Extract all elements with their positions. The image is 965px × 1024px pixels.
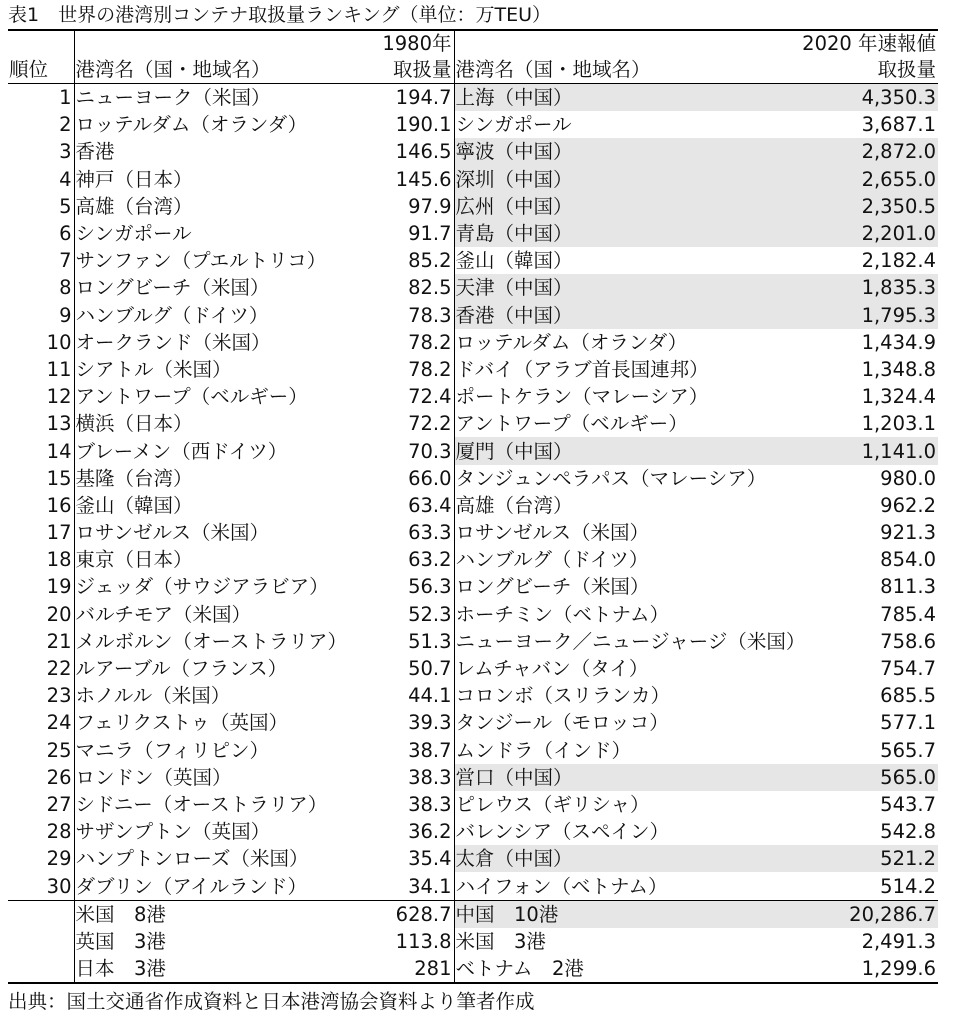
- volume-2020: 565.7: [880, 738, 936, 762]
- volume-1980: 63.4: [408, 493, 452, 517]
- summary-row: [8, 928, 938, 955]
- table-row: [8, 220, 938, 247]
- port-name-2020: 太倉（中国）: [454, 845, 770, 872]
- table-row: [8, 274, 938, 301]
- volume-1980: 91.7: [408, 222, 452, 246]
- source-footnote: 出典：国土交通省作成資料と日本港湾協会資料より筆者作成: [8, 990, 535, 1013]
- volume-2020: 1,348.8: [861, 357, 936, 381]
- table-row: [8, 302, 938, 329]
- table-row: [8, 329, 938, 356]
- summary-country-2020: 中国 10港: [454, 900, 770, 928]
- port-name-2020: ロングビーチ（米国）: [454, 573, 770, 600]
- volume-1980: 34.1: [408, 874, 452, 898]
- table-row: [8, 519, 938, 546]
- rank-cell: 9: [59, 303, 72, 327]
- volume-2020: 542.8: [880, 820, 936, 844]
- port-name-1980: 神戸（日本）: [74, 166, 366, 193]
- port-name-1980: サンファン（プエルトリコ）: [74, 247, 366, 274]
- volume-1980: 190.1: [395, 113, 452, 137]
- port-name-1980: シドニー（オーストラリア）: [74, 791, 366, 818]
- table-row: [8, 166, 938, 193]
- volume-1980: 44.1: [408, 684, 452, 708]
- volume-1980: 50.7: [408, 657, 452, 681]
- table-row: [8, 764, 938, 791]
- volume-2020: 754.7: [880, 657, 936, 681]
- port-name-2020: コロンボ（スリランカ）: [454, 682, 770, 709]
- rank-cell: 26: [46, 765, 72, 789]
- table-title: 表1 世界の港湾別コンテナ取扱量ランキング（単位：万TEU）: [8, 4, 552, 26]
- summary-volume-2020: 2,491.3: [861, 929, 936, 953]
- table-row: [8, 791, 938, 818]
- volume-2020: 521.2: [770, 845, 938, 872]
- port-name-2020: ホーチミン（ベトナム）: [454, 601, 770, 628]
- table-row: [8, 845, 938, 872]
- volume-2020: 854.0: [880, 548, 936, 572]
- summary-row: [8, 900, 938, 928]
- port-name-1980: バルチモア（米国）: [74, 601, 366, 628]
- port-name-2020: 厦門（中国）: [454, 437, 770, 464]
- table-row: [8, 247, 938, 274]
- port-name-1980: ルアーブル（フランス）: [74, 655, 366, 682]
- port-name-2020: 高雄（台湾）: [454, 492, 770, 519]
- summary-country-2020: 米国 3港: [454, 928, 770, 955]
- ranking-rows: [8, 84, 938, 901]
- volume-2020: 3,687.1: [861, 113, 936, 137]
- summary-country-2020: ベトナム 2港: [454, 955, 770, 983]
- port-name-2020: 天津（中国）: [454, 274, 770, 301]
- volume-1980: 146.5: [395, 140, 452, 164]
- volume-2020: 1,835.3: [770, 274, 938, 301]
- summary-country-1980: 日本 3港: [74, 955, 366, 983]
- table-row: [8, 573, 938, 600]
- port-name-1980: ロッテルダム（オランダ）: [74, 111, 366, 138]
- volume-1980: 38.7: [408, 738, 452, 762]
- volume-1980: 78.2: [408, 330, 452, 354]
- rank-cell: 4: [59, 167, 72, 191]
- volume-1980: 82.5: [408, 276, 452, 300]
- volume-1980: 85.2: [408, 249, 452, 273]
- summary-volume-1980: 628.7: [366, 900, 454, 928]
- rank-cell: 27: [46, 792, 72, 816]
- port-name-2020: ポートケラン（マレーシア）: [454, 383, 770, 410]
- port-name-1980: シアトル（米国）: [74, 356, 366, 383]
- summary-country-1980: 米国 8港: [74, 900, 366, 928]
- volume-1980: 97.9: [408, 194, 452, 218]
- rank-cell: 10: [46, 330, 72, 354]
- volume-1980: 78.3: [408, 303, 452, 327]
- port-name-1980: 横浜（日本）: [74, 410, 366, 437]
- rank-cell: 12: [46, 385, 72, 409]
- rank-cell: 13: [46, 412, 72, 436]
- port-name-2020: ドバイ（アラブ首長国連邦）: [454, 356, 770, 383]
- table-row: [8, 709, 938, 736]
- summary-spacer: [8, 928, 74, 955]
- rank-cell: 8: [59, 276, 72, 300]
- port-name-2020: バレンシア（スペイン）: [454, 818, 770, 845]
- volume-1980: 78.2: [408, 357, 452, 381]
- rank-cell: 23: [46, 684, 72, 708]
- port-name-1980: フェリクストゥ（英国）: [74, 709, 366, 736]
- volume-2020: 1,434.9: [861, 330, 936, 354]
- table-row: [8, 138, 938, 165]
- rank-cell: 15: [46, 466, 72, 490]
- table-row: [8, 437, 938, 464]
- header-volume-2020: 取扱量: [770, 57, 938, 84]
- rank-cell: 14: [46, 439, 72, 463]
- volume-1980: 72.4: [408, 385, 452, 409]
- volume-2020: 811.3: [880, 575, 936, 599]
- port-name-1980: アントワープ（ベルギー）: [74, 383, 366, 410]
- volume-1980: 56.3: [408, 575, 452, 599]
- header-port-name-1980: 港湾名（国・地域名）: [74, 57, 366, 84]
- summary-volume-2020: 1,299.6: [770, 955, 938, 983]
- rank-cell: 17: [46, 521, 72, 545]
- port-name-2020: ロサンゼルス（米国）: [454, 519, 770, 546]
- table-row: [8, 737, 938, 764]
- port-name-2020: 釜山（韓国）: [454, 247, 770, 274]
- volume-1980: 70.3: [408, 439, 452, 463]
- volume-1980: 38.3: [408, 792, 452, 816]
- table-row: [8, 628, 938, 655]
- port-name-1980: ロンドン（英国）: [74, 764, 366, 791]
- volume-2020: 1,203.1: [861, 412, 936, 436]
- header-rank: 順位: [8, 57, 74, 84]
- summary-spacer: [8, 955, 74, 983]
- rank-cell: 29: [46, 847, 72, 871]
- rank-cell: 5: [59, 194, 72, 218]
- port-name-1980: ハンブルグ（ドイツ）: [74, 302, 366, 329]
- table-row: [8, 492, 938, 519]
- volume-2020: 2,872.0: [770, 138, 938, 165]
- volume-2020: 514.2: [880, 874, 936, 898]
- table-row: [8, 546, 938, 573]
- port-name-1980: 基隆（台湾）: [74, 465, 366, 492]
- rank-cell: 18: [46, 548, 72, 572]
- port-name-2020: 青島（中国）: [454, 220, 770, 247]
- port-name-2020: ピレウス（ギリシャ）: [454, 791, 770, 818]
- volume-1980: 66.0: [408, 466, 452, 490]
- volume-2020: 921.3: [880, 521, 936, 545]
- header-volume-1980: 取扱量: [366, 57, 454, 84]
- volume-2020: 962.2: [880, 493, 936, 517]
- header-year-1980: 1980年: [366, 30, 454, 57]
- table-row: [8, 193, 938, 220]
- port-name-1980: シンガポール: [74, 220, 366, 247]
- volume-1980: 145.6: [395, 167, 452, 191]
- volume-1980: 63.3: [408, 521, 452, 545]
- port-name-1980: サザンプトン（英国）: [74, 818, 366, 845]
- volume-1980: 52.3: [408, 602, 452, 626]
- summary-rows: [8, 900, 938, 983]
- volume-1980: 38.3: [408, 765, 452, 789]
- rank-cell: 25: [46, 738, 72, 762]
- port-ranking-table: [8, 29, 938, 984]
- port-name-2020: アントワープ（ベルギー）: [454, 410, 770, 437]
- rank-cell: 3: [59, 140, 72, 164]
- port-name-2020: 上海（中国）: [454, 84, 770, 112]
- port-name-1980: メルボルン（オーストラリア）: [74, 628, 366, 655]
- table-row: [8, 601, 938, 628]
- table-row: [8, 818, 938, 845]
- rank-cell: 16: [46, 493, 72, 517]
- volume-1980: 39.3: [408, 711, 452, 735]
- table-row: [8, 111, 938, 138]
- volume-2020: 1,324.4: [861, 385, 936, 409]
- summary-volume-2020: 20,286.7: [770, 900, 938, 928]
- rank-cell: 30: [46, 874, 72, 898]
- rank-cell: 2: [59, 113, 72, 137]
- volume-2020: 2,182.4: [861, 249, 936, 273]
- port-name-2020: タンジュンペラパス（マレーシア）: [454, 465, 770, 492]
- table-row: [8, 682, 938, 709]
- table-row: [8, 84, 938, 112]
- volume-2020: 565.0: [770, 764, 938, 791]
- rank-cell: 11: [46, 357, 72, 381]
- volume-2020: 2,350.5: [770, 193, 938, 220]
- port-name-2020: ロッテルダム（オランダ）: [454, 329, 770, 356]
- rank-cell: 28: [46, 820, 72, 844]
- port-name-2020: 寧波（中国）: [454, 138, 770, 165]
- port-name-2020: ムンドラ（インド）: [454, 737, 770, 764]
- table-row: [8, 655, 938, 682]
- volume-2020: 2,655.0: [770, 166, 938, 193]
- volume-2020: 1,795.3: [770, 302, 938, 329]
- port-name-1980: マニラ（フィリピン）: [74, 737, 366, 764]
- port-name-1980: ホノルル（米国）: [74, 682, 366, 709]
- table-row: [8, 356, 938, 383]
- volume-2020: 4,350.3: [770, 84, 938, 112]
- header-port-name-2020: 港湾名（国・地域名）: [454, 57, 770, 84]
- port-name-1980: 香港: [74, 138, 366, 165]
- port-name-2020: ニューヨーク／ニュージャージ（米国）: [454, 628, 770, 655]
- port-name-2020: 広州（中国）: [454, 193, 770, 220]
- rank-cell: 19: [46, 575, 72, 599]
- port-name-2020: レムチャバン（タイ）: [454, 655, 770, 682]
- port-name-1980: オークランド（米国）: [74, 329, 366, 356]
- table-row: [8, 383, 938, 410]
- port-name-1980: ジェッダ（サウジアラビア）: [74, 573, 366, 600]
- rank-cell: 22: [46, 657, 72, 681]
- summary-country-1980: 英国 3港: [74, 928, 366, 955]
- volume-2020: 785.4: [880, 602, 936, 626]
- port-name-2020: タンジール（モロッコ）: [454, 709, 770, 736]
- port-name-2020: シンガポール: [454, 111, 770, 138]
- rank-cell: 6: [59, 222, 72, 246]
- port-name-1980: ロングビーチ（米国）: [74, 274, 366, 301]
- table-row: [8, 872, 938, 900]
- volume-1980: 63.2: [408, 548, 452, 572]
- volume-1980: 36.2: [408, 820, 452, 844]
- header-row-years: [8, 30, 938, 57]
- volume-2020: 980.0: [880, 466, 936, 490]
- port-name-1980: 高雄（台湾）: [74, 193, 366, 220]
- rank-cell: 1: [59, 86, 72, 110]
- port-name-1980: 釜山（韓国）: [74, 492, 366, 519]
- volume-2020: 758.6: [880, 629, 936, 653]
- volume-2020: 577.1: [880, 711, 936, 735]
- volume-2020: 1,141.0: [770, 437, 938, 464]
- table-row: [8, 410, 938, 437]
- summary-volume-1980: 113.8: [395, 929, 452, 953]
- volume-2020: 685.5: [880, 684, 936, 708]
- volume-2020: 543.7: [880, 792, 936, 816]
- port-name-1980: ハンプトンローズ（米国）: [74, 845, 366, 872]
- port-name-1980: ダブリン（アイルランド）: [74, 872, 366, 900]
- rank-cell: 21: [46, 629, 72, 653]
- header-row-columns: [8, 57, 938, 84]
- port-name-2020: 営口（中国）: [454, 764, 770, 791]
- port-name-2020: 香港（中国）: [454, 302, 770, 329]
- summary-spacer: [8, 900, 74, 928]
- rank-cell: 20: [46, 602, 72, 626]
- header-year-2020: 2020 年速報値: [770, 30, 938, 57]
- volume-2020: 2,201.0: [770, 220, 938, 247]
- summary-volume-1980: 281: [366, 955, 454, 983]
- port-name-2020: ハンブルグ（ドイツ）: [454, 546, 770, 573]
- volume-1980: 35.4: [408, 847, 452, 871]
- volume-1980: 51.3: [408, 629, 452, 653]
- volume-1980: 72.2: [408, 412, 452, 436]
- table-row: [8, 465, 938, 492]
- port-name-2020: ハイフォン（ベトナム）: [454, 872, 770, 900]
- port-name-1980: 東京（日本）: [74, 546, 366, 573]
- port-name-1980: ロサンゼルス（米国）: [74, 519, 366, 546]
- rank-cell: 24: [46, 711, 72, 735]
- summary-row: [8, 955, 938, 983]
- rank-cell: 7: [59, 249, 72, 273]
- port-name-2020: 深圳（中国）: [454, 166, 770, 193]
- port-name-1980: ニューヨーク（米国）: [74, 84, 366, 112]
- volume-1980: 194.7: [395, 86, 452, 110]
- port-name-1980: ブレーメン（西ドイツ）: [74, 437, 366, 464]
